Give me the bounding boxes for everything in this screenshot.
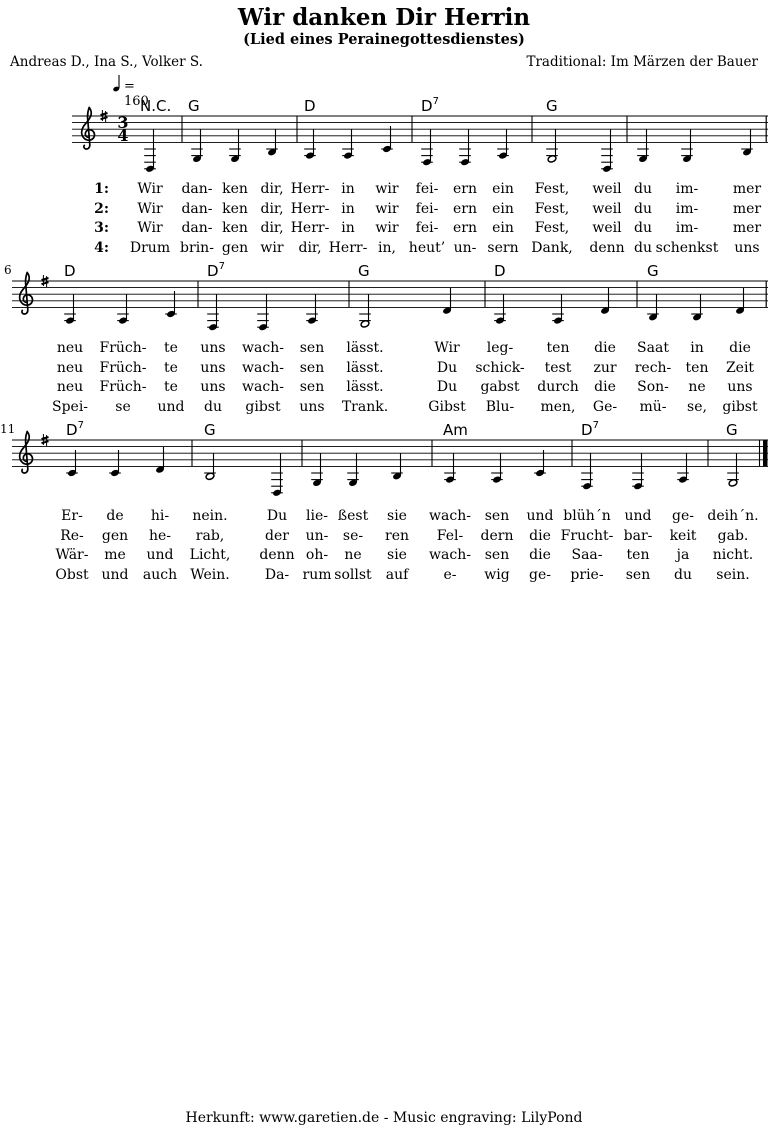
footer-tagline: Herkunft: www.garetien.de - Music engraving: LilyPond xyxy=(185,1110,583,1126)
lyric-syllable: ein xyxy=(492,220,514,236)
tempo-value: = 160 xyxy=(124,79,149,109)
lyric-syllable: wir xyxy=(260,239,284,256)
lyric-syllable: sen xyxy=(484,547,510,563)
lyric-syllable: uns xyxy=(200,379,226,395)
lyric-syllable: dan- xyxy=(181,200,213,217)
lyric-syllable: sen xyxy=(625,566,651,583)
lyric-syllable: die xyxy=(729,340,751,356)
lyric-syllable: du xyxy=(674,566,692,583)
lyric-syllable: auf xyxy=(385,566,409,583)
lyric-syllable: auch xyxy=(142,566,178,583)
chord-label: N.C. xyxy=(140,97,172,115)
lyric-syllable: sern xyxy=(487,239,519,256)
lyric-syllable: neu xyxy=(56,379,84,395)
lyric-syllable: fei- xyxy=(415,220,439,236)
lyric-syllable: leg- xyxy=(486,340,514,356)
lyric-syllable: und xyxy=(101,566,129,583)
lyric-syllable: Herr- xyxy=(290,220,330,236)
lyric-syllable: Du xyxy=(436,379,458,395)
chord-label: G xyxy=(188,97,200,115)
lyric-syllable: weil xyxy=(592,220,622,236)
lyric-syllable: denn xyxy=(259,547,295,563)
chord-label: $D^7$ xyxy=(421,96,439,115)
lyric-syllable: dir, xyxy=(260,220,284,236)
lyric-syllable: Frucht- xyxy=(560,527,614,544)
lyric-syllable: hi- xyxy=(150,508,170,524)
lyric-syllable: lie- xyxy=(306,508,328,524)
lyric-syllable: fei- xyxy=(415,181,439,197)
lyric-syllable: mü- xyxy=(639,398,667,415)
lyric-syllable: he- xyxy=(148,527,172,544)
lyric-syllable: heut’ xyxy=(408,239,446,256)
lyric-syllable: denn xyxy=(589,239,625,256)
lyric-syllable: lässt. xyxy=(346,379,384,395)
lyric-syllable: sie xyxy=(387,508,407,524)
verse-number: 3: xyxy=(94,220,109,236)
lyric-syllable: weil xyxy=(592,200,622,217)
source-attribution: Traditional: Im Märzen der Bauer xyxy=(526,54,758,70)
lyric-syllable: ein xyxy=(492,181,514,197)
verse-number: 2: xyxy=(94,200,109,217)
chord-label: D xyxy=(64,262,76,280)
lyric-syllable: lässt. xyxy=(346,359,384,376)
lyric-syllable: fei- xyxy=(415,200,439,217)
lyric-syllable: Ge- xyxy=(592,398,618,415)
lyric-syllable: durch xyxy=(537,379,579,395)
lyric-syllable: wir xyxy=(375,220,399,236)
chord-label: G xyxy=(647,262,659,280)
lyric-syllable: der xyxy=(265,527,289,544)
lyric-syllable: die xyxy=(594,340,616,356)
lyric-syllable: ken xyxy=(222,181,248,197)
lyric-syllable: in xyxy=(341,200,355,217)
verse-number: 4: xyxy=(94,239,109,256)
lyric-syllable: Spei- xyxy=(51,398,89,415)
lyric-syllable: Herr- xyxy=(290,181,330,197)
lyric-syllable: gen xyxy=(101,527,129,544)
lyric-syllable: Wär- xyxy=(55,547,89,563)
lyric-syllable: ne xyxy=(688,379,706,395)
lyric-syllable: in xyxy=(341,181,355,197)
lyric-syllable: bar- xyxy=(623,527,653,544)
lyric-syllable: nein. xyxy=(192,508,228,524)
lyric-syllable: mer xyxy=(732,181,762,197)
lyric-syllable: in xyxy=(690,340,704,356)
lyric-syllable: Fest, xyxy=(534,181,570,197)
lyric-syllable: ja xyxy=(676,547,690,563)
lyric-syllable: ein xyxy=(492,200,514,217)
lyric-syllable: Blu- xyxy=(485,398,515,415)
lyric-syllable: rab, xyxy=(195,527,225,544)
lyric-syllable: gabst xyxy=(480,379,520,395)
lyric-syllable: gab. xyxy=(717,527,749,544)
lyric-syllable: Du xyxy=(266,508,288,524)
chord-label: G xyxy=(546,97,558,115)
lyric-syllable: dern xyxy=(480,527,514,544)
lyric-syllable: schenkst xyxy=(655,239,719,256)
lyric-syllable: uns xyxy=(734,239,760,256)
chord-label: G xyxy=(204,421,216,439)
lyric-syllable: rum xyxy=(302,566,332,583)
lyric-syllable: im- xyxy=(675,200,699,217)
measure-number: 6 xyxy=(4,263,12,277)
lyric-syllable: keit xyxy=(669,527,697,544)
lyric-syllable: und xyxy=(157,398,185,415)
lyric-syllable: du xyxy=(634,239,652,256)
lyric-syllable: du xyxy=(634,200,652,217)
lyric-syllable: die xyxy=(529,527,551,544)
piece-title: Wir danken Dir Herrin xyxy=(237,4,531,31)
lyric-syllable: Wir xyxy=(434,340,460,356)
lyric-syllable: Früch- xyxy=(99,379,147,395)
lyric-syllable: zur xyxy=(593,359,617,376)
lyric-syllable: Früch- xyxy=(99,359,147,376)
lyric-syllable: sollst xyxy=(334,566,372,583)
lyric-syllable: brin- xyxy=(180,239,214,256)
lyric-syllable: Er- xyxy=(61,508,83,524)
lyric-syllable: dir, xyxy=(260,181,284,197)
lyric-syllable: uns xyxy=(299,398,325,415)
lyric-syllable: du xyxy=(634,220,652,236)
lyric-syllable: im- xyxy=(675,220,699,236)
lyric-syllable: ken xyxy=(222,220,248,236)
verse-number: 1: xyxy=(94,181,109,197)
lyric-syllable: ten xyxy=(546,340,570,356)
lyric-syllable: ern xyxy=(453,200,477,217)
lyric-syllable: wach- xyxy=(242,340,284,356)
lyric-syllable: te xyxy=(164,359,178,376)
measure-number: 11 xyxy=(0,422,16,436)
lyric-syllable: wach- xyxy=(429,547,471,563)
lyric-syllable: dir, xyxy=(298,239,322,256)
chord-label: $D^7$ xyxy=(581,420,599,439)
lyric-syllable: gen xyxy=(221,239,249,256)
lyric-syllable: wach- xyxy=(429,508,471,524)
lyric-syllable: sie xyxy=(387,547,407,563)
lyric-syllable: mer xyxy=(732,220,762,236)
lyric-syllable: Son- xyxy=(637,379,669,395)
lyric-syllable: Fel- xyxy=(436,527,464,544)
lyric-syllable: Fest, xyxy=(534,220,570,236)
lyric-syllable: wach- xyxy=(242,379,284,395)
lyric-syllable: test xyxy=(544,359,572,376)
lyric-syllable: ken xyxy=(222,200,248,217)
chord-label: D xyxy=(494,262,506,280)
piece-subtitle: (Lied eines Perainegottesdienstes) xyxy=(243,31,525,48)
time-signature-numerator: 3 xyxy=(117,112,129,132)
lyric-syllable: die xyxy=(594,379,616,395)
lyric-syllable: wach- xyxy=(242,359,284,376)
lyric-syllable: ern xyxy=(453,181,477,197)
lyric-syllable: ern xyxy=(453,220,477,236)
lyric-syllable: Trank. xyxy=(341,398,389,415)
lyric-syllable: ge- xyxy=(529,566,551,583)
lyric-syllable: un- xyxy=(305,527,329,544)
lyric-syllable: te xyxy=(164,340,178,356)
lyric-syllable: neu xyxy=(56,340,84,356)
lyric-syllable: prie- xyxy=(570,566,604,583)
lyric-syllable: se- xyxy=(342,527,364,544)
lyric-syllable: Früch- xyxy=(99,340,147,356)
chord-label: $D^7$ xyxy=(207,261,225,280)
lyric-syllable: wir xyxy=(375,181,399,197)
lyric-syllable: sen xyxy=(299,359,325,376)
lyric-syllable: te xyxy=(164,379,178,395)
lyric-syllable: Wir xyxy=(137,181,163,197)
lyric-syllable: Zeit xyxy=(725,359,755,376)
lyric-syllable: men, xyxy=(540,398,576,415)
lyric-syllable: Herr- xyxy=(328,239,368,256)
lyric-syllable: sen xyxy=(299,379,325,395)
lyric-syllable: Drum xyxy=(129,239,171,256)
lyric-syllable: se xyxy=(115,398,131,415)
lyric-syllable: Licht, xyxy=(189,547,231,563)
lyric-syllable: Wein. xyxy=(190,566,230,583)
lyric-syllable: deih´n. xyxy=(707,508,759,524)
lyric-syllable: wig xyxy=(484,566,510,583)
lyric-syllable: Wir xyxy=(137,200,163,217)
lyric-syllable: dan- xyxy=(181,181,213,197)
lyric-syllable: Re- xyxy=(60,527,84,544)
chord-label: G xyxy=(726,421,738,439)
lyric-syllable: ge- xyxy=(672,508,694,524)
lyric-syllable: Obst xyxy=(55,566,89,583)
lyric-syllable: weil xyxy=(592,181,622,197)
lyric-syllable: dan- xyxy=(181,220,213,236)
lyric-syllable: im- xyxy=(675,181,699,197)
lyric-syllable: gibst xyxy=(245,398,281,415)
lyric-syllable: ten xyxy=(626,547,650,563)
lyric-syllable: die xyxy=(529,547,551,563)
time-signature-denominator: 4 xyxy=(117,126,129,146)
lyric-syllable: blüh´n xyxy=(563,508,611,524)
lyric-syllable: du xyxy=(634,181,652,197)
lyric-syllable: du xyxy=(204,398,222,415)
lyric-syllable: Da- xyxy=(264,566,290,583)
lyric-syllable: un- xyxy=(453,239,477,256)
lyric-syllable: Gibst xyxy=(428,398,466,415)
lyric-syllable: neu xyxy=(56,359,84,376)
lyric-syllable: ne xyxy=(344,547,362,563)
lyric-syllable: Fest, xyxy=(534,200,570,217)
lyric-syllable: in xyxy=(341,220,355,236)
lyric-syllable: wir xyxy=(375,200,399,217)
chord-label: G xyxy=(358,262,370,280)
lyric-syllable: lässt. xyxy=(346,340,384,356)
lyric-syllable: dir, xyxy=(260,200,284,217)
lyric-syllable: und xyxy=(526,508,554,524)
lyric-syllable: de xyxy=(106,508,124,524)
lyric-syllable: ßest xyxy=(337,508,369,524)
lyric-syllable: uns xyxy=(200,340,226,356)
lyric-syllable: sen xyxy=(299,340,325,356)
lyric-syllable: uns xyxy=(727,379,753,395)
chord-label: $D^7$ xyxy=(66,420,84,439)
lyric-syllable: und xyxy=(146,547,174,563)
lyric-syllable: Herr- xyxy=(290,200,330,217)
lyric-syllable: ten xyxy=(685,359,709,376)
lyric-syllable: uns xyxy=(200,359,226,376)
lyric-syllable: ren xyxy=(385,527,409,544)
lyric-syllable: se, xyxy=(687,398,707,415)
lyric-syllable: schick- xyxy=(475,359,525,376)
lyric-syllable: sen xyxy=(484,508,510,524)
lyric-syllable: sein. xyxy=(716,566,750,583)
lyric-syllable: Dank, xyxy=(531,239,573,256)
lyric-syllable: oh- xyxy=(305,547,329,563)
authors: Andreas D., Ina S., Volker S. xyxy=(10,54,203,70)
lyric-syllable: Saat xyxy=(637,340,669,356)
lyric-syllable: Du xyxy=(436,359,458,376)
lyric-syllable: nicht. xyxy=(712,547,754,563)
chord-label: Am xyxy=(443,421,468,439)
lyric-syllable: mer xyxy=(732,200,762,217)
lyric-syllable: in, xyxy=(378,239,396,256)
chord-label: D xyxy=(304,97,316,115)
lyric-syllable: Saa- xyxy=(571,547,603,563)
lyric-syllable: rech- xyxy=(634,359,672,376)
lyric-syllable: Wir xyxy=(137,220,163,236)
lyric-syllable: und xyxy=(624,508,652,524)
lyric-syllable: gibst xyxy=(722,398,758,415)
lyric-syllable: e- xyxy=(443,566,457,583)
lyric-syllable: me xyxy=(104,547,126,563)
